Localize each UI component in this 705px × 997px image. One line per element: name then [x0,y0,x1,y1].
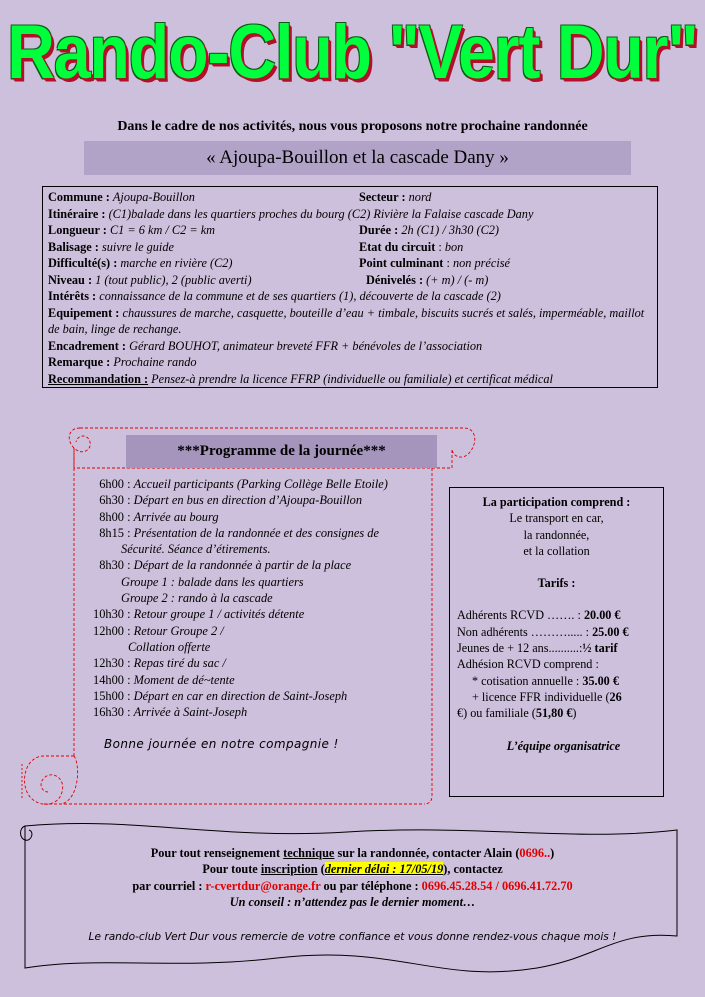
row-itineraire: Itinéraire : (C1)balade dans les quartiers proches du bourg (C2) Rivière la Falaise cascade Dany [48,206,534,221]
culminant-value: non précisé [452,256,510,270]
schedule-item: 8h15 : Présentation de la randonnée et des consignes de [80,525,420,541]
remarque-value: Prochaine rando [113,355,197,369]
interets-label: Intérêts [48,289,89,303]
adhesion-heading: Adhésion RCVD comprend : [457,657,599,672]
licence-family-price: 51,80 € [535,706,573,721]
schedule-item: 15h00 : Départ en car en direction de Saint-Joseph [80,688,420,704]
itineraire-label: Itinéraire [48,206,99,221]
programme-banner: ***Programme de la journée*** [126,435,437,468]
deadline-highlight: dernier délai : 17/05/19 [324,862,444,877]
balisage-label: Balisage [48,239,92,254]
alain-phone[interactable]: 0696.. [519,846,551,860]
schedule-description: Départ en bus en direction d’Ajoupa-Bouillon [133,493,363,508]
schedule-time: 8h30 [99,558,124,573]
schedule-description: Retour groupe 1 / activités détente [133,607,305,622]
thanks-message: Le rando-club Vert Dur vous remercie de votre confiance et vous donne rendez-vous chaque mois ! [88,931,617,943]
schedule-description: Présentation de la randonnée et des consignes de [133,525,379,540]
encadrement-label: Encadrement [48,338,119,353]
participation-line-rando: la randonnée, [523,527,590,542]
schedule-time: 10h30 [93,607,124,622]
cotisation-price: 35.00 € [582,673,619,688]
closing-wish: Bonne journée en notre compagnie ! [104,737,339,751]
recommandation-label: Recommandation [48,371,141,386]
row-encadrement: Encadrement : Gérard BOUHOT, animateur breveté FFR + bénévoles de l’association [48,338,483,353]
licence-mid: €) ou familiale ( [457,706,536,721]
schedule-time: 15h00 [93,688,124,703]
schedule-item: 6h30 : Départ en bus en direction d’Ajoupa-Bouillon [80,492,420,508]
schedule-item [80,574,420,590]
row-longueur: Longueur : C1 = 6 km / C2 = km Durée : 2h (C1) / 3h30 (C2) [48,223,500,237]
row-balisage: Balisage : suivre le guide Etat du circuit : bon [48,239,464,254]
licence-individual-price: 26 [609,689,622,704]
commune-value: Ajoupa-Bouillon [112,190,195,204]
schedule-description: Repas tiré du sac / [133,656,226,671]
footer-line2-inscription: inscription [260,862,318,877]
secteur-label: Secteur [359,190,399,204]
itineraire-value: (C1)balade dans les quartiers proches du bourg (C2) Rivière la Falaise cascade Dany [108,206,534,221]
etat-label: Etat du circuit [359,239,436,254]
balisage-value: suivre le guide [101,239,174,254]
equipement-label: Equipement [48,305,113,320]
hike-details-box [42,186,658,388]
cotisation-line [450,673,663,689]
cotisation-label: * cotisation annuelle : [472,673,583,688]
longueur-value: C1 = 6 km / C2 = km [109,223,216,237]
footer-line1-a: Pour tout renseignement [150,846,284,860]
phone-numbers[interactable]: 0696.45.28.54 / 0696.41.72.70 [421,878,573,893]
schedule-time: 14h00 [93,672,124,687]
schedule-item [80,590,420,606]
interets-value: connaissance de la commune et de ses quartiers (1), découverte de la cascade (2) [99,289,501,303]
schedule-description: Arrivée à Saint-Joseph [133,705,248,720]
footer-advice: Un conseil : n’attendez pas le dernier moment… [229,894,476,909]
footer-line1-c: ) [550,846,555,860]
schedule-item: 8h30 : Départ de la randonnée à partir de la place [80,557,420,573]
contact-section [40,845,665,910]
participation-heading: La participation comprend : [482,495,631,509]
schedule-description: Groupe 2 : rando à la cascade [121,591,273,606]
schedule-time: 8h15 [99,525,124,540]
longueur-label: Longueur [48,223,100,237]
deniveles-label: Dénivelés [366,272,416,287]
licence-label: + licence FFR individuelle ( [472,689,610,704]
remarque-label: Remarque [48,355,104,369]
organizing-team: L’équipe organisatrice [506,738,621,753]
event-title-banner: « Ajoupa-Bouillon et la cascade Dany » [84,141,631,175]
footer-contact-channels [40,878,665,894]
tarif-non-adherents [450,624,663,640]
schedule-description: Groupe 1 : balade dans les quartiers [121,574,304,589]
schedule-item: 8h00 : Arrivée au bourg [80,509,420,525]
niveau-value: 1 (tout public), 2 (public averti) [95,272,252,287]
deniveles-value: (+ m) / (- m) [426,272,489,287]
commune-label: Commune [48,190,103,204]
schedule-item [80,639,420,655]
tarif-non-adherents-label: Non adhérents ………..... : [457,624,593,639]
participation-box [449,487,664,797]
secteur-value: nord [408,190,432,204]
schedule-description: Arrivée au bourg [133,509,219,524]
intro-text: Dans le cadre de nos activités, nous vous proposons notre prochaine randonnée [117,119,588,134]
schedule-description: Collation offerte [128,639,211,654]
row-recommandation: Recommandation : Pensez-à prendre la licence FFRP (individuelle ou familiale) et certificat médical [48,371,553,386]
tarif-jeunes [450,640,663,656]
licence-line-2 [450,705,663,721]
row-difficulte: Difficulté(s) : marche en rivière (C2) Point culminant : non précisé [48,256,510,270]
schedule-description: Accueil participants (Parking Collège Belle Etoile) [133,477,388,491]
tarif-jeunes-price: ½ tarif [582,641,618,656]
schedule-item: 14h00 : Moment de dé~tente [80,672,420,688]
footer-line2-a: Pour toute [202,862,261,877]
licence-end: ) [572,706,577,721]
row-commune: Commune : Ajoupa-Bouillon Secteur : nord [48,190,432,204]
footer-line1-technique: technique [283,846,335,860]
schedule-time: 12h30 [93,656,124,671]
footer-line1-b: sur la randonnée, contacter Alain ( [334,846,520,860]
culminant-label: Point culminant [359,256,444,270]
schedule-time: 8h00 [99,509,124,524]
equipement-value: chaussures de marche, casquette, bouteille d’eau + timbale, biscuits sucrés et salés, imperméable, maillot de bain, linge de rechange. [48,305,645,336]
schedule-item: 16h30 : Arrivée à Saint-Joseph [80,704,420,720]
duree-label: Durée [359,223,392,237]
footer-registration [40,861,665,877]
schedule-item: 12h30 : Repas tiré du sac / [80,655,420,671]
tarif-adherents-label: Adhérents RCVD ……. : [457,608,584,623]
club-title: Rando-Club "Vert Dur" [7,9,698,95]
schedule-description: Départ en car en direction de Saint-Joseph [133,688,348,703]
footer-line3-b: ou par téléphone : [320,878,422,893]
schedule-time: 6h00 [99,477,124,491]
schedule-description: Sécurité. Séance d’étirements. [121,542,271,557]
footer-technical-contact [40,845,665,861]
tarif-non-adherents-price: 25.00 € [592,624,629,639]
row-interets: Intérêts : connaissance de la commune et de ses quartiers (1), découverte de la cascade (2) [48,289,501,303]
row-remarque: Remarque : Prochaine rando [48,355,197,369]
etat-value: bon [444,239,464,254]
footer-line2-c: ), contactez [443,862,503,877]
schedule-description: Retour Groupe 2 / [133,623,224,638]
tarif-adherents [450,607,663,623]
participation-line-transport: Le transport en car, [509,511,604,526]
schedule-time: 16h30 [93,705,124,720]
licence-line [450,689,663,705]
schedule-description: Moment de dé~tente [133,672,235,687]
schedule-time: 6h30 [99,493,124,508]
schedule-item: 6h00 : Accueil participants (Parking Collège Belle Etoile) [80,476,420,492]
schedule-list [80,476,420,720]
row-niveau: Niveau : 1 (tout public), 2 (public averti) Dénivelés : (+ m) / (- m) [48,272,489,287]
tarifs-heading: Tarifs : [537,576,576,591]
footer-line3-a: par courriel : [132,878,206,893]
schedule-item [80,541,420,557]
tarif-jeunes-label: Jeunes de + 12 ans..........: [457,641,583,656]
schedule-item: 10h30 : Retour groupe 1 / activités détente [80,606,420,622]
schedule-item: 12h00 : Retour Groupe 2 / [80,623,420,639]
duree-value: 2h (C1) / 3h30 (C2) [401,223,500,237]
tarif-adherents-price: 20.00 € [583,608,621,623]
difficulte-label: Difficulté(s) [48,256,111,270]
recommandation-value: Pensez-à prendre la licence FFRP (individuelle ou familiale) et certificat médical [151,371,553,386]
email-link[interactable]: r-cvertdur@orange.fr [205,878,321,893]
schedule-time: 12h00 [93,623,124,638]
schedule-description: Départ de la randonnée à partir de la place [133,558,352,573]
footer-line2-b: ( [317,862,325,877]
encadrement-value: Gérard BOUHOT, animateur breveté FFR + bénévoles de l’association [129,338,483,353]
niveau-label: Niveau [48,272,85,287]
difficulte-value: marche en rivière (C2) [120,256,233,270]
participation-line-collation: et la collation [523,543,590,558]
row-equipement: Equipement : chaussures de marche, casquette, bouteille d’eau + timbale, biscuits sucrés et salés, imperméable, maillot de bain, linge de rechange. [48,305,645,336]
